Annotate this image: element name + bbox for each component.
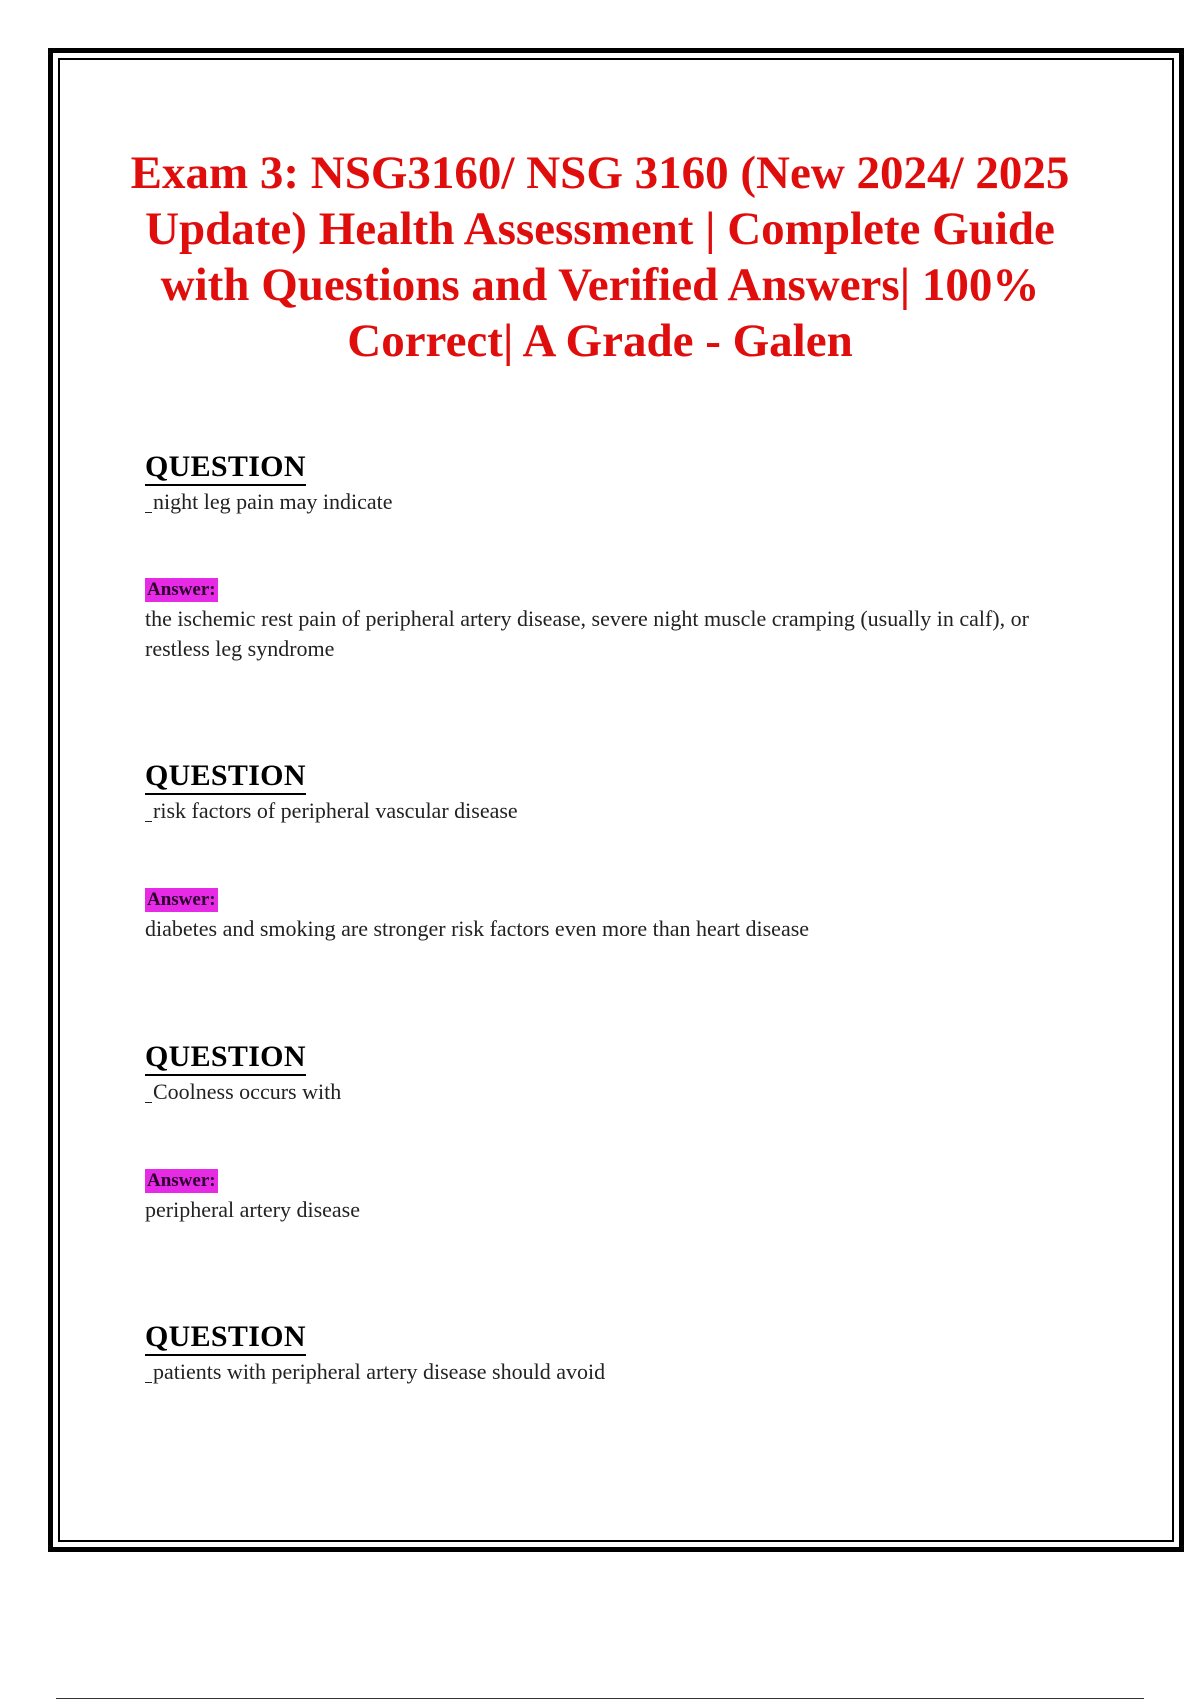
- answer-item: [145, 1169, 1075, 1225]
- qa-item: [145, 450, 1075, 516]
- answer-item: [145, 578, 1075, 664]
- footer-rule: [56, 1698, 1144, 1699]
- question-text: risk factors of peripheral vascular disease: [145, 797, 1075, 825]
- qa-item: [145, 1040, 1075, 1106]
- question-heading: QUESTION: [145, 1040, 306, 1076]
- document-title: Exam 3: NSG3160/ NSG 3160 (New 2024/ 2025 Update) Health Assessment | Complete Guide with Questions and Verified Answers| 100% Correct| A Grade - Galen: [130, 147, 1070, 367]
- answer-text: diabetes and smoking are stronger risk factors even more than heart disease: [145, 916, 810, 941]
- answer-text: peripheral artery disease: [145, 1197, 360, 1222]
- answer-text: the ischemic rest pain of peripheral artery disease, severe night muscle cramping (usually in calf), or restless leg syndrome: [145, 606, 1029, 661]
- answer-label: Answer:: [147, 889, 216, 910]
- question-heading: QUESTION: [145, 1320, 306, 1356]
- answer-item: [145, 888, 1075, 944]
- qa-item: [145, 759, 1075, 825]
- question-heading: QUESTION: [145, 450, 306, 486]
- answer-label: Answer:: [147, 579, 216, 600]
- question-text: patients with peripheral artery disease should avoid: [145, 1358, 1075, 1386]
- question-text: night leg pain may indicate: [145, 488, 1075, 516]
- qa-item: [145, 1320, 1075, 1386]
- answer-label: Answer:: [147, 1170, 216, 1191]
- question-text: Coolness occurs with: [145, 1078, 1075, 1106]
- question-heading: QUESTION: [145, 759, 306, 795]
